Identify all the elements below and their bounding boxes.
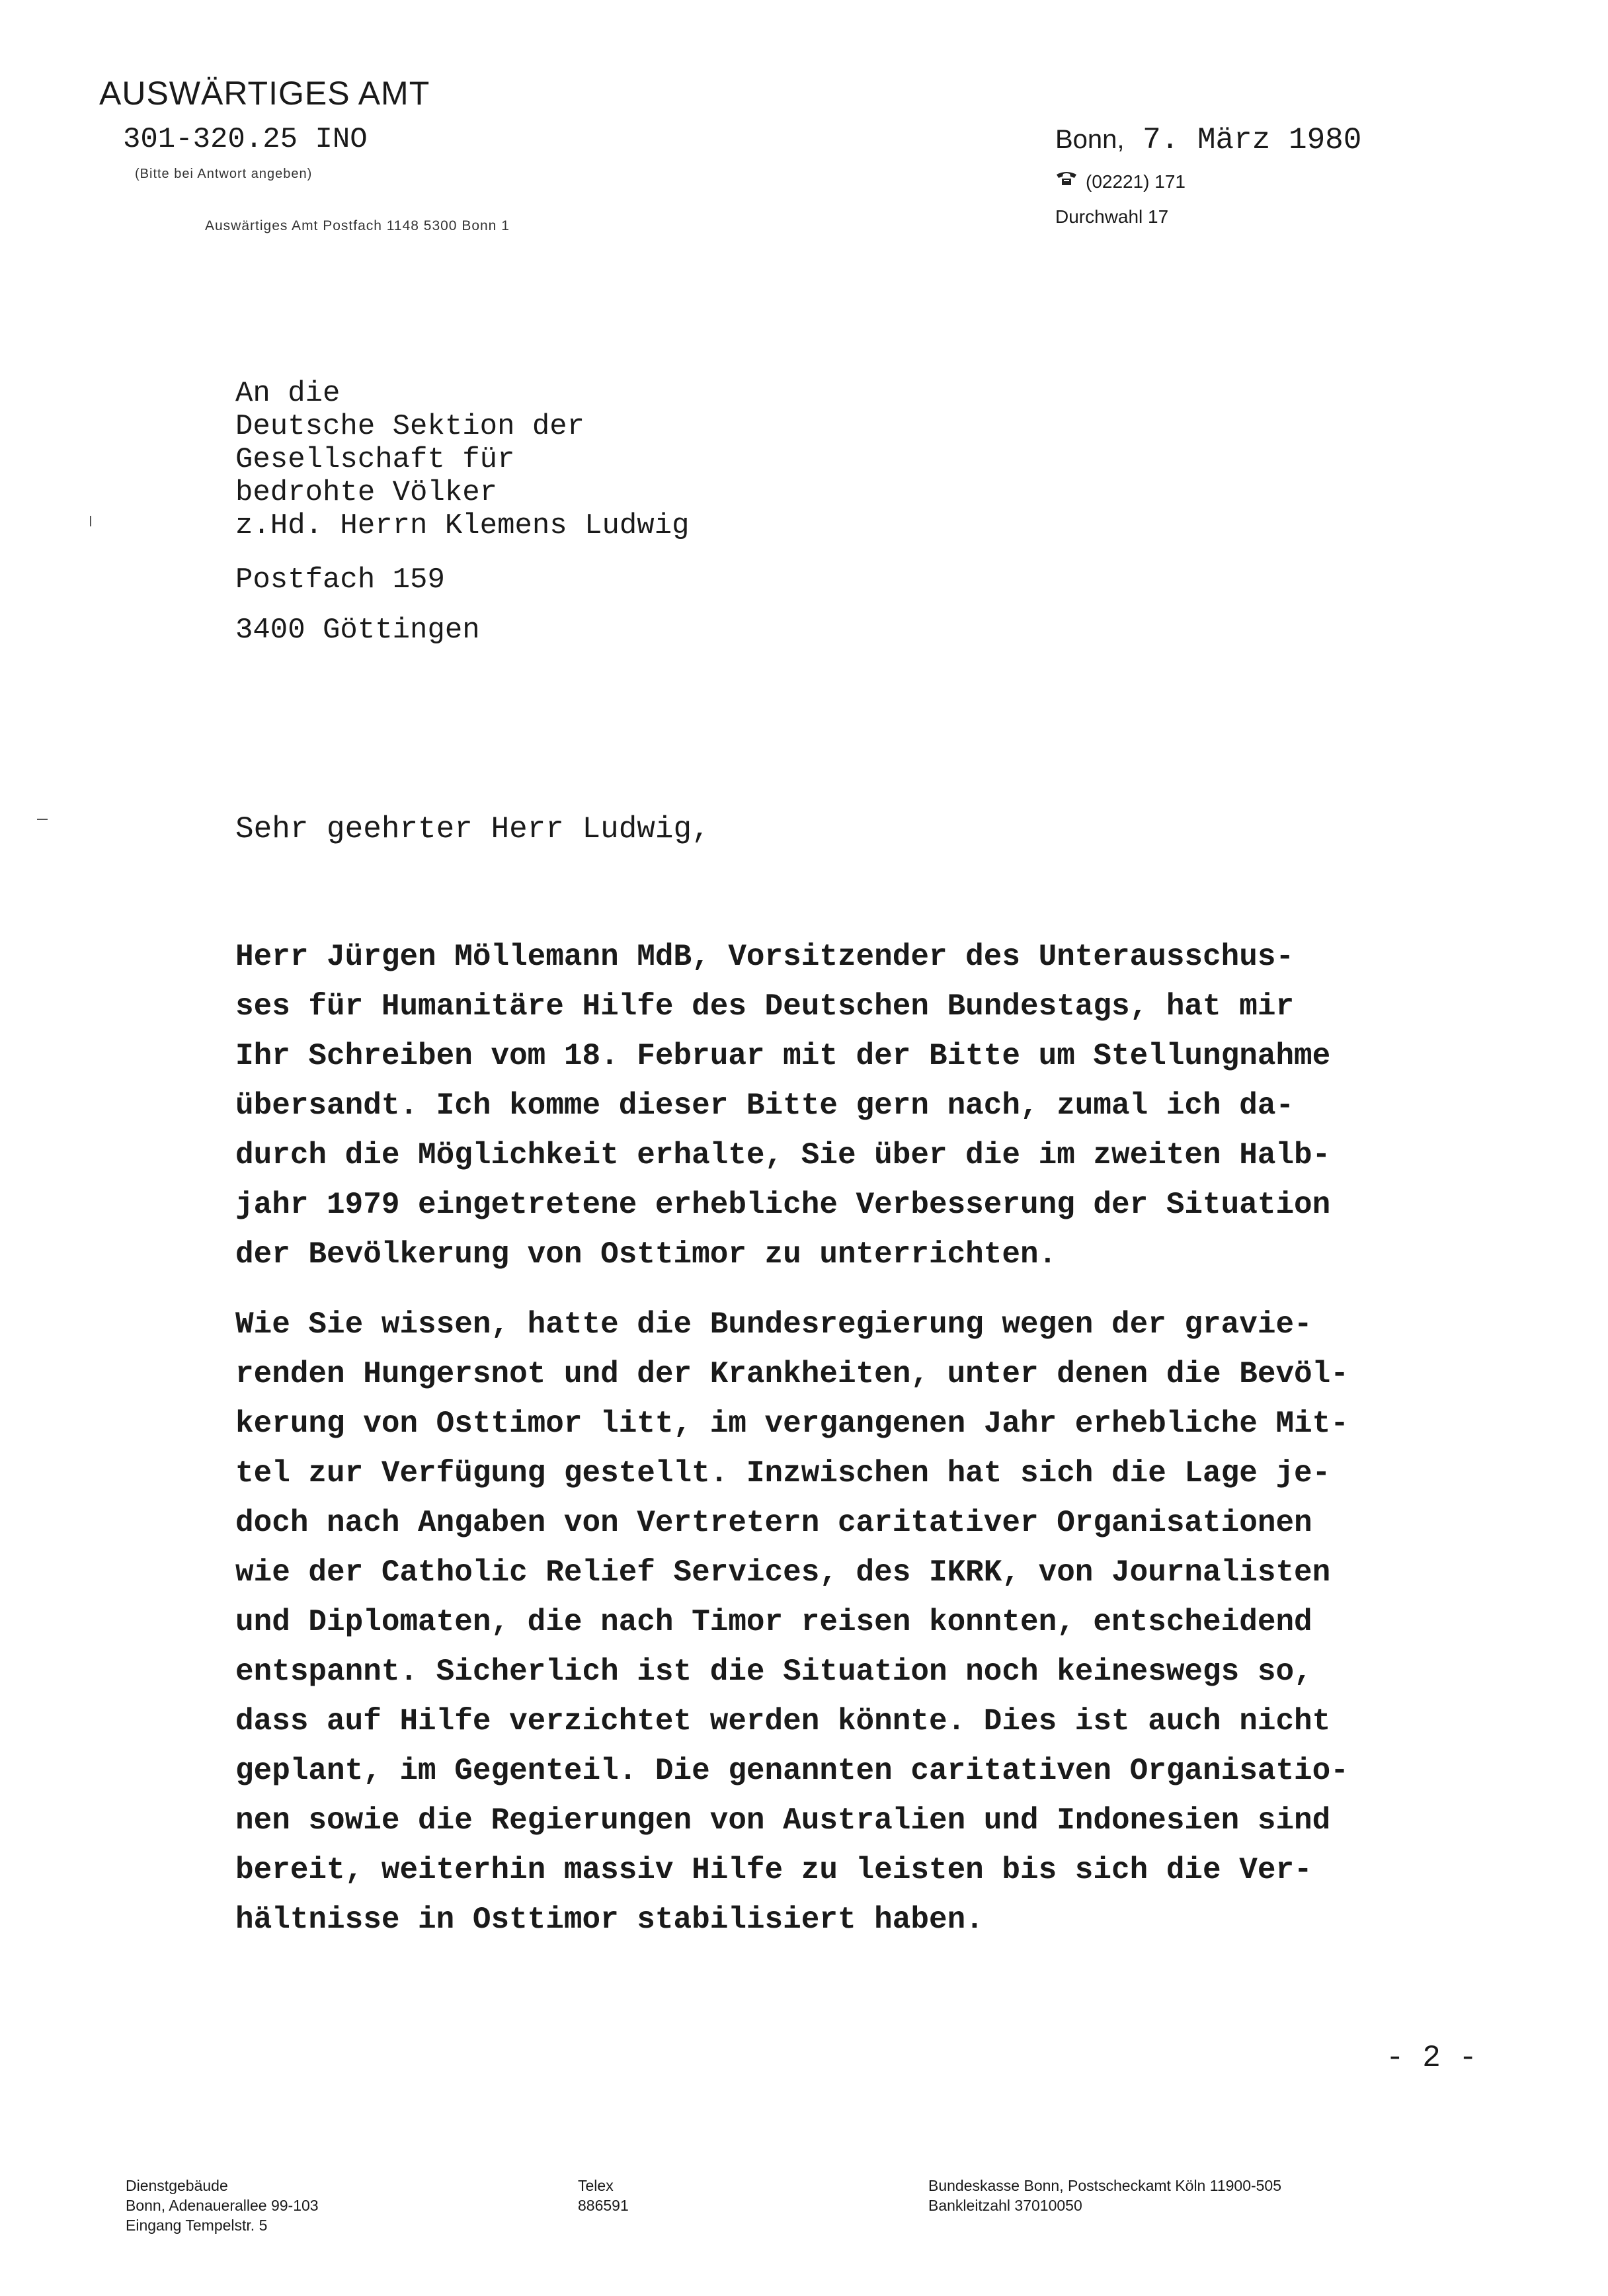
body-paragraph-2 bbox=[235, 1300, 1349, 1945]
address-line: Gesellschaft für bbox=[235, 443, 515, 476]
text-line: tel zur Verfügung gestellt. Inzwischen hat sich die Lage je- bbox=[235, 1456, 1331, 1491]
page-number: - 2 - bbox=[1386, 2041, 1478, 2075]
text-line: ses für Humanitäre Hilfe des Deutschen Bundestags, hat mir bbox=[235, 989, 1295, 1024]
text-line: Ihr Schreiben vom 18. Februar mit der Bitte um Stellungnahme bbox=[235, 1039, 1331, 1073]
text-line: dass auf Hilfe verzichtet werden könnte. Dies ist auch nicht bbox=[235, 1704, 1331, 1739]
text-line: übersandt. Ich komme dieser Bitte gern nach, zumal ich da- bbox=[235, 1088, 1295, 1123]
fold-mark bbox=[37, 819, 48, 820]
recipient-postfach: Postfach 159 bbox=[235, 563, 445, 596]
footer-telex bbox=[578, 2176, 629, 2215]
address-line: z.Hd. Herrn Klemens Ludwig bbox=[235, 509, 690, 542]
recipient-city: 3400 Göttingen bbox=[235, 614, 480, 647]
footer-bank bbox=[928, 2176, 1281, 2215]
text-line: renden Hungersnot und der Krankheiten, unter denen die Bevöl- bbox=[235, 1357, 1349, 1391]
footer-building bbox=[126, 2176, 319, 2235]
body-paragraph-1 bbox=[235, 932, 1330, 1280]
address-line: Deutsche Sektion der bbox=[235, 410, 585, 443]
phone-extension: Durchwahl 17 bbox=[1055, 206, 1169, 227]
footer-line: Bankleitzahl 37010050 bbox=[928, 2197, 1082, 2214]
text-line: hältnisse in Osttimor stabilisiert haben. bbox=[235, 1903, 984, 1937]
text-line: nen sowie die Regierungen von Australien und Indonesien sind bbox=[235, 1803, 1331, 1838]
phone-line bbox=[1055, 171, 1186, 192]
footer-line: 886591 bbox=[578, 2197, 629, 2214]
phone-number: (02221) 171 bbox=[1086, 171, 1186, 192]
footer-line: Eingang Tempelstr. 5 bbox=[126, 2217, 268, 2234]
text-line: Wie Sie wissen, hatte die Bundesregierung wegen der gravie- bbox=[235, 1307, 1312, 1342]
text-line: geplant, im Gegenteil. Die genannten caritativen Organisatio- bbox=[235, 1754, 1349, 1788]
organization-name: AUSWÄRTIGES AMT bbox=[99, 75, 430, 112]
text-line: durch die Möglichkeit erhalte, Sie über die im zweiten Halb- bbox=[235, 1138, 1331, 1172]
footer-line: Bonn, Adenauerallee 99-103 bbox=[126, 2197, 319, 2214]
footer-line: Dienstgebäude bbox=[126, 2177, 228, 2194]
text-line: jahr 1979 eingetretene erhebliche Verbesserung der Situation bbox=[235, 1188, 1331, 1222]
text-line: wie der Catholic Relief Services, des IKRK, von Journalisten bbox=[235, 1555, 1331, 1590]
text-line: doch nach Angaben von Vertretern caritativer Organisationen bbox=[235, 1506, 1312, 1540]
salutation: Sehr geehrter Herr Ludwig, bbox=[235, 812, 710, 846]
text-line: der Bevölkerung von Osttimor zu unterrichten. bbox=[235, 1237, 1057, 1272]
footer-line: Telex bbox=[578, 2177, 614, 2194]
footer-line: Bundeskasse Bonn, Postscheckamt Köln 11900-505 bbox=[928, 2177, 1282, 2194]
sender-address-line: Auswärtiges Amt Postfach 1148 5300 Bonn 1 bbox=[205, 218, 510, 233]
text-line: kerung von Osttimor litt, im vergangenen Jahr erhebliche Mit- bbox=[235, 1407, 1349, 1441]
address-line: bedrohte Völker bbox=[235, 476, 498, 509]
text-line: bereit, weiterhin massiv Hilfe zu leisten bis sich die Ver- bbox=[235, 1853, 1312, 1887]
address-line: An die bbox=[235, 377, 341, 410]
place: Bonn, bbox=[1055, 125, 1125, 154]
margin-mark bbox=[90, 516, 91, 526]
reference-note: (Bitte bei Antwort angeben) bbox=[135, 167, 313, 181]
text-line: entspannt. Sicherlich ist die Situation noch keineswegs so, bbox=[235, 1655, 1312, 1689]
date: 7. März 1980 bbox=[1143, 123, 1362, 157]
telephone-icon bbox=[1055, 171, 1078, 192]
recipient-address bbox=[235, 377, 690, 542]
text-line: und Diplomaten, die nach Timor reisen konnten, entscheidend bbox=[235, 1605, 1312, 1639]
reference-number: 301-320.25 INO bbox=[123, 123, 368, 156]
letter-date bbox=[1055, 123, 1361, 157]
text-line: Herr Jürgen Möllemann MdB, Vorsitzender des Unterausschus- bbox=[235, 940, 1295, 974]
